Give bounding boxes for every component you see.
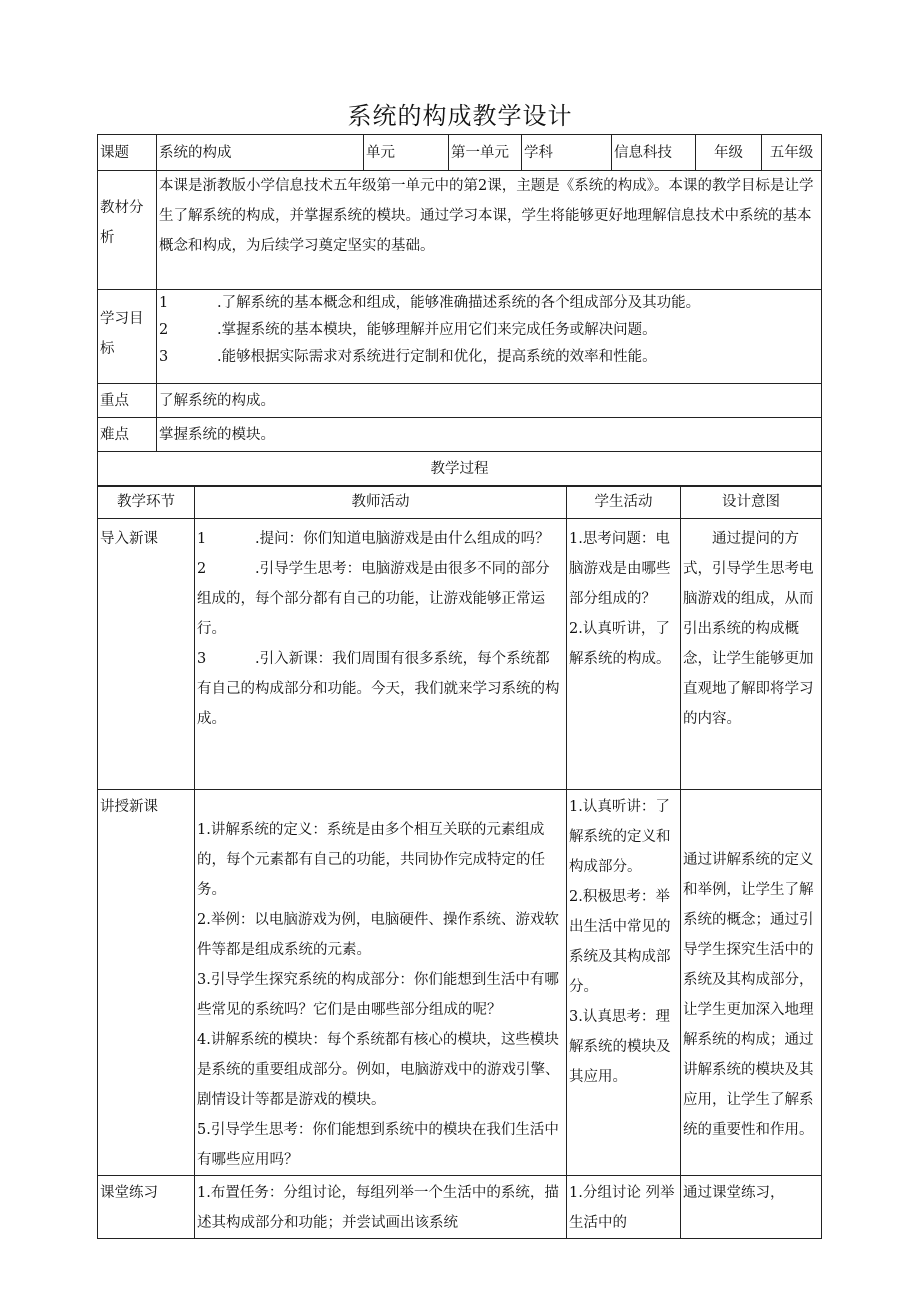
- page-title: 系统的构成教学设计: [347, 102, 573, 130]
- subject-label: 学科: [522, 135, 612, 171]
- goal-item: 1 .了解系统的基本概念和组成，能够准确描述系统的各个组成部分及其功能。: [159, 295, 701, 311]
- lecture-student-item: 3.认真思考：理解系统的模块及其应用。: [569, 1009, 671, 1085]
- difficult-text: 掌握系统的模块。: [157, 418, 822, 452]
- goal-item: 2 .掌握系统的基本模块，能够理解并应用它们来完成任务或解决问题。: [159, 322, 657, 338]
- intro-teacher-item: 3 .引入新课：我们周围有很多系统，每个系统都有自己的构成部分和功能。今天，我们就来学习系统的构成。: [197, 651, 560, 727]
- lecture-student-item: 2.积极思考：举出生活中常见的系统及其构成部分。: [569, 889, 671, 995]
- lecture-teacher-item: 2.举例：以电脑游戏为例，电脑硬件、操作系统、游戏软件等都是组成系统的元素。: [197, 912, 559, 958]
- info-table: [97, 134, 822, 487]
- lecture-teacher-item: 4.讲解系统的模块：每个系统都有核心的模块，这些模块是系统的重要组成部分。例如，电脑游戏中的游戏引擎、剧情设计等都是游戏的模块。: [197, 1032, 560, 1108]
- lecture-intent: 通过讲解系统的定义和举例，让学生了解系统的概念；通过引导学生探究生活中的系统及其构成部分，让学生更加深入地理解系统的构成；通过讲解系统的模块及其应用，让学生了解系统的重要性和作用。: [681, 790, 822, 1176]
- key-text: 了解系统的构成。: [157, 384, 822, 418]
- process-table: [97, 485, 822, 1239]
- col-stage-header: 教学环节: [98, 486, 195, 519]
- intro-student-item: 1.思考问题：电脑游戏是由哪些部分组成的？: [569, 531, 671, 607]
- practice-student: 1.分组讨论 列举生活中的: [567, 1176, 681, 1239]
- practice-teacher: 1.布置任务：分组讨论，每组列举一个生活中的系统，描述其构成部分和功能；并尝试画出该系统: [195, 1176, 567, 1239]
- lecture-teacher-item: 1.讲解系统的定义：系统是由多个相互关联的元素组成的，每个元素都有自己的功能，共同协作完成特定的任务。: [197, 822, 545, 898]
- grade-label: 年级: [696, 135, 762, 171]
- goals-list: [157, 290, 822, 384]
- practice-intent: 通过课堂练习，: [681, 1176, 822, 1239]
- practice-stage: 课堂练习: [98, 1176, 195, 1239]
- analysis-text: 本课是浙教版小学信息技术五年级第一单元中的第2课，主题是《系统的构成》。本课的教学目标是让学生了解系统的构成，并掌握系统的模块。通过学习本课，学生将能够更好地理解信息技术中系统的基本概念和构成，为后续学习奠定坚实的基础。: [157, 171, 822, 290]
- lecture-teacher: [195, 790, 567, 1176]
- col-intent-header: 设计意图: [681, 486, 822, 519]
- topic-value: 系统的构成: [157, 135, 364, 171]
- intro-student-item: 2.认真听讲，了解系统的构成。: [569, 621, 671, 667]
- intro-teacher-item: 2 .引导学生思考：电脑游戏是由很多不同的部分组成的，每个部分都有自己的功能，让游戏能够正常运行。: [197, 561, 550, 637]
- col-student-header: 学生活动: [567, 486, 681, 519]
- key-label: 重点: [98, 384, 157, 418]
- subject-value: 信息科技: [612, 135, 696, 171]
- difficult-label: 难点: [98, 418, 157, 452]
- lecture-student: [567, 790, 681, 1176]
- intro-teacher-item: 1 .提问：你们知道电脑游戏是由什么组成的吗？: [197, 531, 550, 547]
- col-teacher-header: 教师活动: [195, 486, 567, 519]
- lecture-student-item: 1.认真听讲：了解系统的定义和构成部分。: [569, 799, 671, 875]
- grade-value: 五年级: [762, 135, 822, 171]
- topic-label: 课题: [98, 135, 157, 171]
- goal-item: 3 .能够根据实际需求对系统进行定制和优化，提高系统的效率和性能。: [159, 349, 657, 365]
- lecture-stage: 讲授新课: [98, 790, 195, 1176]
- unit-label: 单元: [364, 135, 449, 171]
- lecture-teacher-item: 5.引导学生思考：你们能想到系统中的模块在我们生活中有哪些应用吗？: [197, 1122, 559, 1168]
- intro-stage: 导入新课: [98, 519, 195, 790]
- intro-intent: 通过提问的方式，引导学生思考电脑游戏的组成，从而引出系统的构成概念，让学生能够更加直观地了解即将学习的内容。: [681, 519, 822, 790]
- intro-student: [567, 519, 681, 790]
- analysis-label: 教材分析: [98, 171, 157, 290]
- lecture-teacher-item: 3.引导学生探究系统的构成部分：你们能想到生活中有哪些常见的系统吗？它们是由哪些部分组成的呢？: [197, 972, 559, 1018]
- unit-value: 第一单元: [449, 135, 522, 171]
- intro-teacher: [195, 519, 567, 790]
- goals-label: 学习目标: [98, 290, 157, 384]
- process-title: 教学过程: [98, 452, 822, 487]
